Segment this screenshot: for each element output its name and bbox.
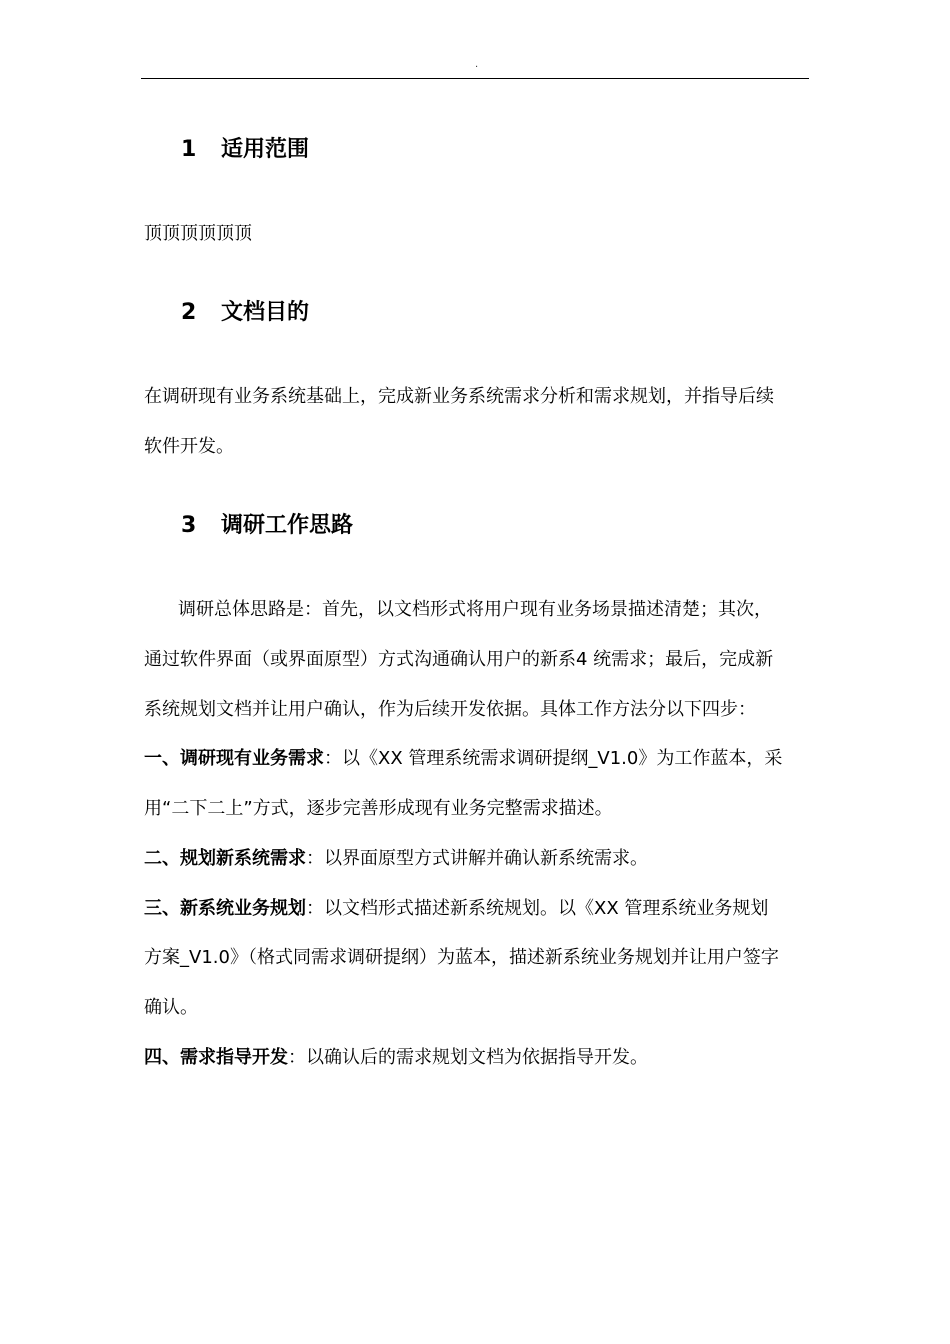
section-number: 2: [181, 300, 197, 325]
step-text: ：以确认后的需求规划文档为依据指导开发。: [288, 1047, 648, 1068]
step-text: ：以界面原型方式讲解并确认新系统需求。: [306, 848, 648, 869]
step-line: [144, 1045, 648, 1071]
section-number: 3: [181, 513, 197, 538]
step-line: [144, 846, 648, 872]
paragraph-line: 在调研现有业务系统基础上，完成新业务系统需求分析和需求规划，并指导后续: [144, 386, 774, 407]
step-line: 方案_V1.0》（格式同需求调研提纲）为蓝本，描述新系统业务规划并让用户签字: [144, 947, 779, 968]
step-label: 一、调研现有业务需求: [144, 748, 324, 769]
section-number: 1: [181, 137, 197, 162]
section-title: 文档目的: [221, 300, 310, 325]
paragraph-line: 系统规划文档并让用户确认，作为后续开发依据。具体工作方法分以下四步：: [144, 699, 756, 720]
step-text: ：以《XX 管理系统需求调研提纲_V1.0》为工作蓝本，采: [324, 748, 783, 769]
header-rule: [141, 78, 809, 79]
step-label: 三、新系统业务规划: [144, 898, 306, 919]
step-label: 二、规划新系统需求: [144, 848, 306, 869]
step-text: ：以文档形式描述新系统规划。以《XX 管理系统业务规划: [306, 898, 769, 919]
step-line: [144, 896, 768, 922]
header-dot: .: [475, 59, 479, 70]
section-title: 调研工作思路: [221, 513, 354, 538]
section-heading: [181, 511, 353, 541]
paragraph-line: 通过软件界面（或界面原型）方式沟通确认用户的新系4 统需求；最后，完成新: [144, 649, 774, 670]
section-heading: [181, 135, 309, 165]
step-line: [144, 746, 782, 772]
section-title: 适用范围: [221, 137, 310, 162]
step-line: 用“二下二上”方式，逐步完善形成现有业务完整需求描述。: [144, 798, 613, 819]
section-heading: [181, 298, 309, 328]
paragraph-line: 顶顶顶顶顶顶: [144, 223, 252, 244]
paragraph-line: 软件开发。: [144, 436, 234, 457]
step-line: 确认。: [144, 997, 198, 1018]
step-label: 四、需求指导开发: [144, 1047, 288, 1068]
paragraph-line: 调研总体思路是：首先，以文档形式将用户现有业务场景描述清楚；其次，: [178, 599, 772, 620]
